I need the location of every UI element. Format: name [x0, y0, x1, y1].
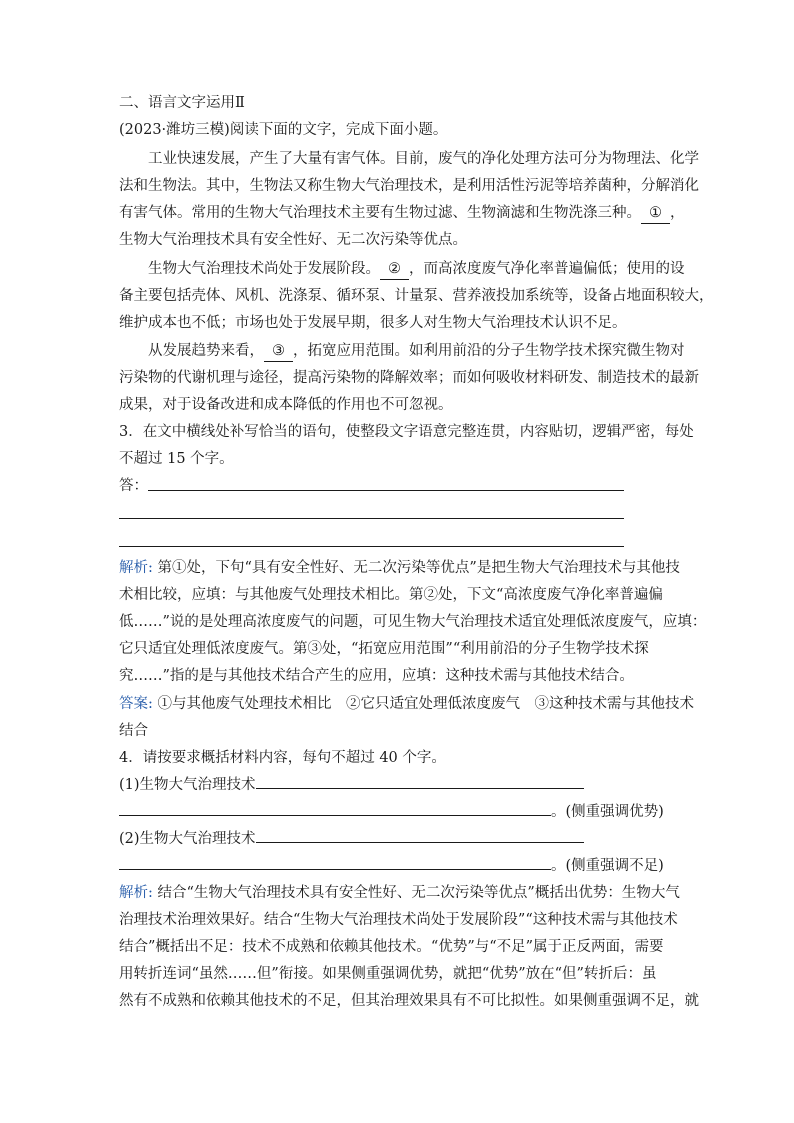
- section-heading-text: 二、语言文字运用Ⅱ: [119, 95, 245, 111]
- analysis-line: 究……”指的是与其他技术结合产生的应用，应填：这种技术需与其他技术结合。: [119, 668, 634, 684]
- item-2-fill-line[interactable]: [256, 828, 584, 843]
- question-4-analysis: [119, 880, 699, 1015]
- blank-3: ③: [264, 342, 293, 362]
- item-2-note: 。(侧重强调不足): [551, 858, 664, 874]
- passage-line: [119, 200, 685, 227]
- analysis-line: [119, 555, 679, 582]
- passage-text: 从发展趋势来看，: [148, 343, 264, 359]
- item-1-prefix: (1)生物大气治理技术: [119, 777, 256, 793]
- answer-prefix: 答：: [119, 478, 148, 494]
- question-3-line: 不超过 15 个字。: [119, 451, 234, 467]
- analysis-line: 术相比较，应填：与其他废气处理技术相比。第②处，下文“高浓度废气净化率普遍偏: [119, 587, 663, 603]
- passage-line: 法和生物法。其中，生物法又称生物大气治理技术，是利用活性污泥等培养菌种，分解消化: [119, 178, 699, 194]
- passage-line: 生物大气治理技术具有安全性好、无二次污染等优点。: [119, 232, 467, 248]
- question-3: [119, 419, 694, 500]
- item-2-prefix: (2)生物大气治理技术: [119, 831, 256, 847]
- passage-line: 工业快速发展，产生了大量有害气体。目前，废气的净化处理方法可分为物理法、化学: [148, 151, 699, 167]
- item-1-fill-line-2[interactable]: [119, 801, 551, 816]
- analysis-line: 结合”概括出不足：技术不成熟和依赖其他技术。“优势”与“不足”属于正反两面，需要: [119, 939, 664, 955]
- passage-text: ，: [670, 205, 685, 221]
- item-1-fill-line[interactable]: [256, 774, 584, 789]
- blank-1: ①: [641, 204, 670, 224]
- answer-line-2[interactable]: [119, 518, 624, 519]
- question-3-answer: [119, 691, 694, 745]
- question-4-stem-text: 4．请按要求概括材料内容，每句不超过 40 个字。: [119, 750, 446, 766]
- analysis-label: 解析:: [119, 560, 153, 576]
- analysis-line: 低……”说的是处理高浓度废气的问题，可见生物大气治理技术适宜处理低浓度废气，应填：: [119, 614, 707, 630]
- question-4-item-1-cont: [119, 799, 679, 826]
- passage-line: 污染物的代谢机理与途径，提高污染物的降解效率；而如何吸收材料研发、制造技术的最新: [119, 370, 699, 386]
- question-4-stem: [119, 745, 679, 772]
- analysis-label: 解析:: [119, 885, 153, 901]
- item-2-fill-line-2[interactable]: [119, 855, 551, 870]
- analysis-line: [119, 880, 679, 907]
- passage-paragraph-1: [119, 146, 699, 254]
- answer-line: [119, 691, 694, 718]
- blank-2: ②: [380, 260, 409, 280]
- analysis-text: 第①处，下句“具有安全性好、无二次污染等优点”是把生物大气治理技术与其他技: [152, 560, 680, 576]
- passage-line: [119, 256, 685, 283]
- item-1-note: 。(侧重强调优势): [551, 804, 664, 820]
- passage-paragraph-3: [119, 338, 699, 419]
- passage-line: 备主要包括壳体、风机、洗涤泵、循环泵、计量泵、营养液投加系统等，设备占地面积较大，: [119, 288, 714, 304]
- answer-label: 答案:: [119, 696, 153, 712]
- section-heading: [119, 90, 679, 117]
- answer-line-3[interactable]: [119, 546, 624, 547]
- analysis-line: 治理技术治理效果好。结合“生物大气治理技术尚处于发展阶段”“这种技术需与其他技术: [119, 912, 678, 928]
- analysis-line: 用转折连词“虽然……但”衔接。如果侧重强调优势，就把“优势”放在“但”转折后：虽: [119, 966, 657, 982]
- question-4-item-2-cont: [119, 853, 679, 880]
- passage-text: ，拓宽应用范围。如利用前沿的分子生物学技术探究微生物对: [293, 343, 685, 359]
- passage-line: 成果，对于设备改进和成本降低的作用也不可忽视。: [119, 397, 453, 413]
- passage-text: 生物大气治理技术尚处于发展阶段。: [148, 261, 380, 277]
- question-3-analysis: [119, 555, 707, 690]
- source-line: [119, 117, 679, 144]
- source-line-text: (2023·潍坊三模)阅读下面的文字，完成下面小题。: [119, 122, 448, 138]
- question-4-item-2: [119, 826, 679, 853]
- passage-line: [119, 338, 685, 365]
- passage-paragraph-2: [119, 256, 714, 337]
- analysis-line: 然有不成熟和依赖其他技术的不足，但其治理效果具有不可比拟性。如果侧重强调不足，就: [119, 993, 699, 1009]
- answer-text: ①与其他废气处理技术相比 ②它只适宜处理低浓度废气 ③这种技术需与其他技术: [152, 696, 694, 712]
- passage-line: 维护成本也不低；市场也处于发展早期，很多人对生物大气治理技术认识不足。: [119, 315, 627, 331]
- answer-line-1[interactable]: [148, 490, 624, 491]
- question-4-item-1: [119, 772, 679, 799]
- analysis-text: 结合“生物大气治理技术具有安全性好、无二次污染等优点”概括出优势：生物大气: [152, 885, 680, 901]
- question-3-line: 3．在文中横线处补写恰当的语句，使整段文字语意完整连贯，内容贴切，逻辑严密，每处: [119, 424, 694, 440]
- passage-text: ，而高浓度废气净化率普遍偏低；使用的设: [409, 261, 685, 277]
- answer-line: 结合: [119, 723, 148, 739]
- passage-text: 有害气体。常用的生物大气治理技术主要有生物过滤、生物滴滤和生物洗涤三种。: [119, 205, 641, 221]
- analysis-line: 它只适宜处理低浓度废气。第③处，“拓宽应用范围”“利用前沿的分子生物学技术探: [119, 641, 649, 657]
